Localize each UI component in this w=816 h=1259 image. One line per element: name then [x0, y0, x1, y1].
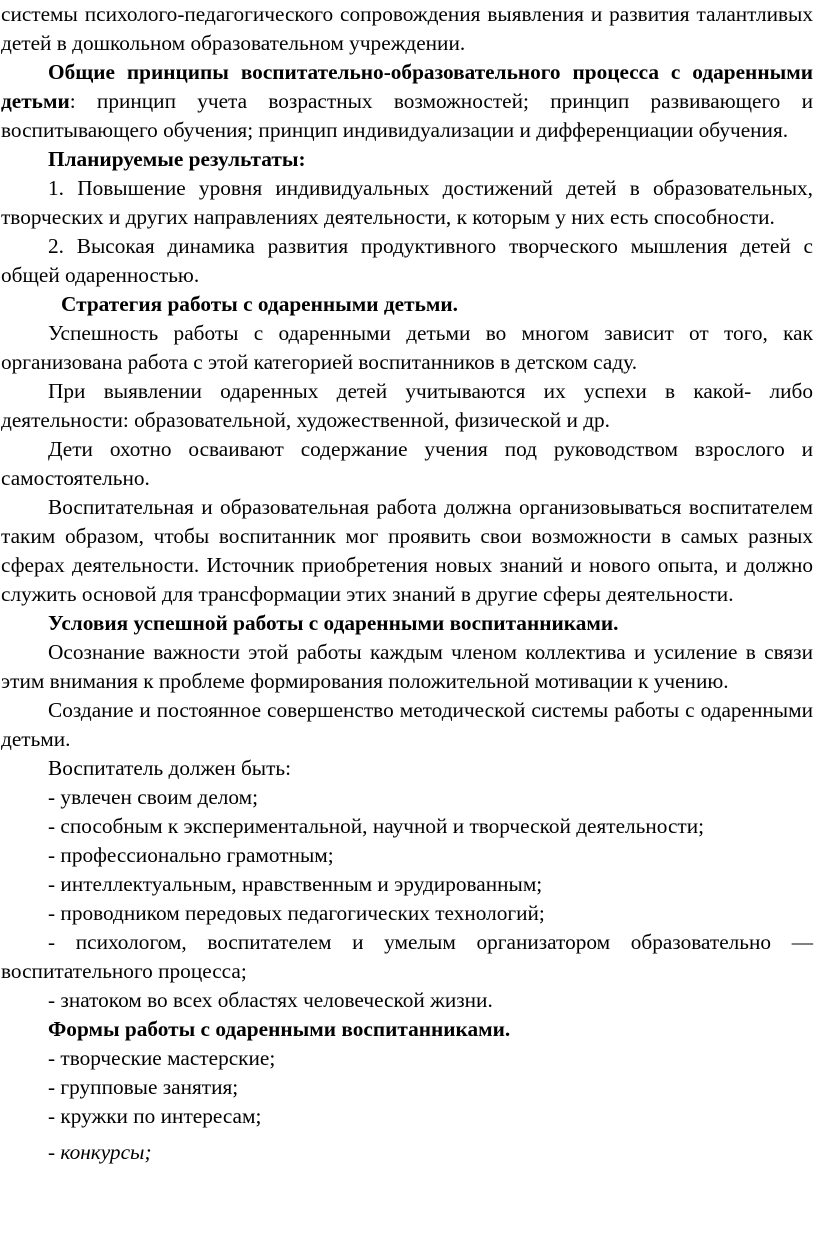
conditions-paragraph-3: Воспитатель должен быть: [48, 756, 292, 780]
forms-item-last-dash: - [48, 1140, 61, 1164]
results-item-2: 2. Высокая динамика развития продуктивного творческого мышления детей с общей одаренностью. [1, 234, 813, 287]
forms-heading: Формы работы с одаренными воспитанниками. [48, 1017, 511, 1041]
teacher-trait-item: - профессионально грамотным; [48, 843, 334, 867]
teacher-trait-item: - увлечен своим делом; [48, 785, 259, 809]
teacher-trait-item: - знатоком во всех областях человеческой жизни. [48, 988, 493, 1012]
principles-heading: Общие принципы воспитательно-образовательного процесса с одаренными детьми [1, 60, 813, 113]
results-item-1: 1. Повышение уровня индивидуальных достижений детей в образовательных, творческих и других направлениях деятельности, к которым у них есть способности. [1, 176, 813, 229]
teacher-trait-item: - интеллектуальным, нравственным и эрудированным; [48, 872, 543, 896]
teacher-trait-item: - психологом, воспитателем и умелым организатором образовательно — воспитательного процесса; [1, 930, 813, 983]
teacher-trait-item: - проводником передовых педагогических технологий; [48, 901, 545, 925]
conditions-paragraph-1: Осознание важности этой работы каждым членом коллектива и усиление в связи этим внимания к проблеме формирования положительной мотивации к учению. [1, 640, 813, 693]
forms-item: - групповые занятия; [48, 1075, 239, 1099]
conditions-paragraph-2: Создание и постоянное совершенство методической системы работы с одаренными детьми. [1, 698, 813, 751]
forms-item-last-text: конкурсы; [60, 1140, 152, 1164]
strategy-heading: Стратегия работы с одаренными детьми. [61, 292, 458, 316]
results-heading: Планируемые результаты: [48, 147, 306, 171]
conditions-heading: Условия успешной работы с одаренными воспитанниками. [48, 611, 619, 635]
strategy-paragraph-1: Успешность работы с одаренными детьми во многом зависит от того, как организована работа с этой категорией воспитанников в детском саду. [1, 321, 813, 374]
teacher-trait-item: - способным к экспериментальной, научной и творческой деятельности; [48, 814, 705, 838]
principles-text: : принцип учета возрастных возможностей; принцип развивающего и воспитывающего обучения; принцип индивидуализации и дифференциации обучения. [1, 89, 813, 142]
strategy-paragraph-4: Воспитательная и образовательная работа должна организовываться воспитателем таким образом, чтобы воспитанник мог проявить свои возможности в самых разных сферах деятельности. Источник приобретения новых знаний и нового опыта, и должно служить основой для трансформации этих знаний в другие сферы деятельности. [1, 495, 813, 606]
strategy-paragraph-3: Дети охотно осваивают содержание учения под руководством взрослого и самостоятельно. [1, 437, 813, 490]
forms-item-last [1, 1138, 813, 1167]
principles-paragraph [1, 58, 813, 145]
paragraph-continuation: системы психолого-педагогического сопровождения выявления и развития талантливых детей в дошкольном образовательном учреждении. [1, 2, 813, 55]
forms-item: - кружки по интересам; [48, 1104, 262, 1128]
strategy-paragraph-2: При выявлении одаренных детей учитываются их успехи в какой- либо деятельности: образовательной, художественной, физической и др. [1, 379, 813, 432]
forms-item: - творческие мастерские; [48, 1046, 276, 1070]
